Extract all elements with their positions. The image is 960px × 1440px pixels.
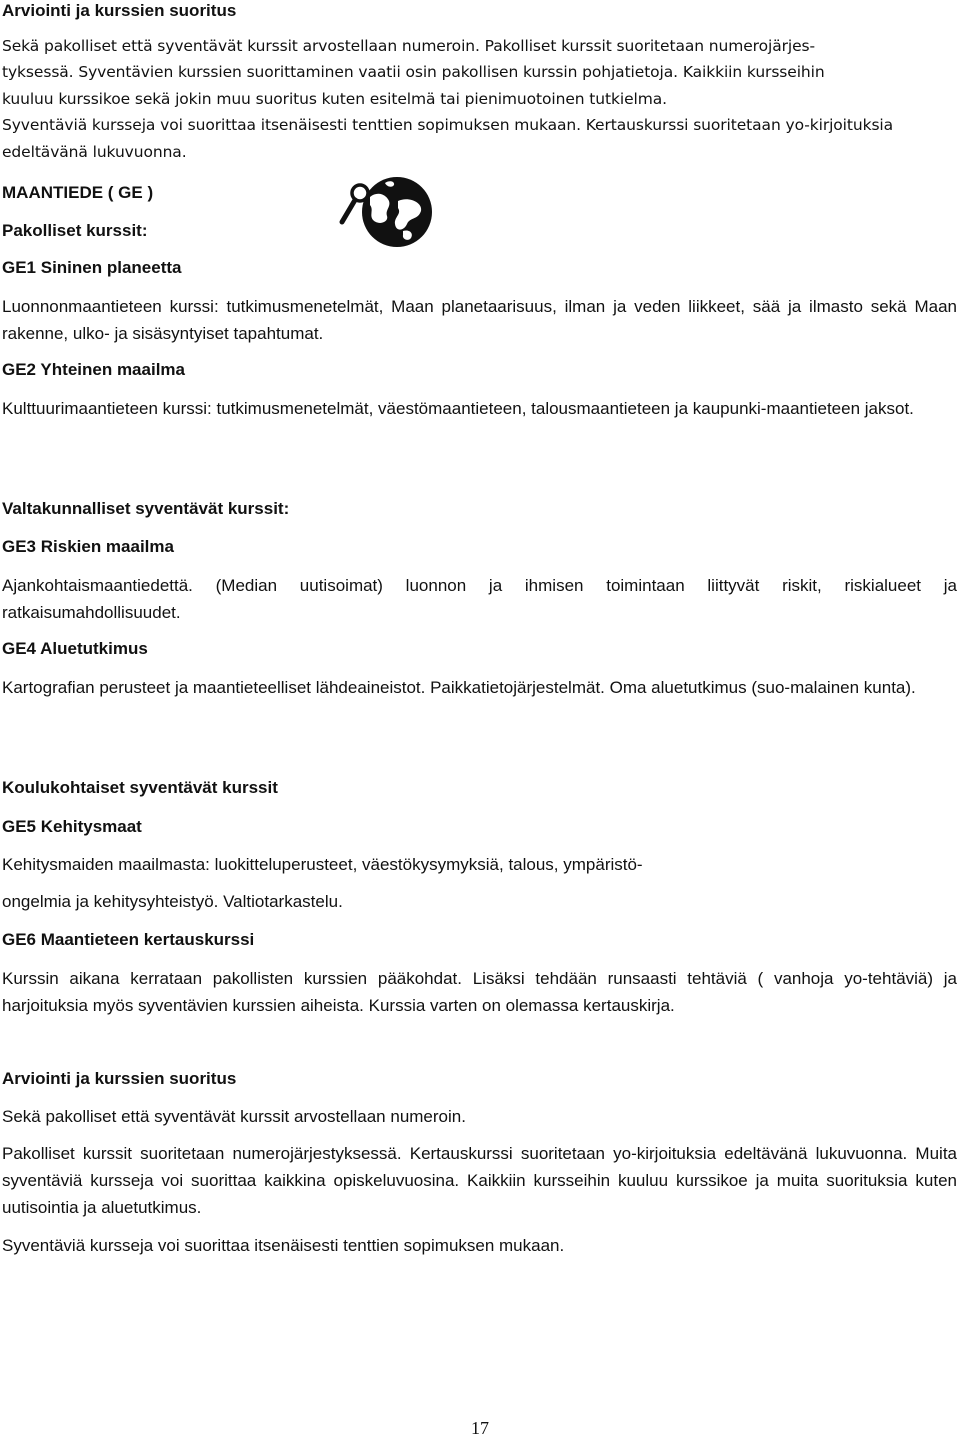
bottom-heading: Arviointi ja kurssien suoritus	[2, 1069, 237, 1088]
ge4-title: GE4 Aluetutkimus	[2, 639, 148, 658]
ge1-title: GE1 Sininen planeetta	[2, 258, 182, 277]
ge6-text: Kurssin aikana kerrataan pakollisten kurssien pääkohdat. Lisäksi tehdään runsaasti tehtäviä ( vanhoja yo-tehtäviä) ja harjoituksia myös syventävien kurssien aiheista. Kurssia varten on olemassa kertauskirja.	[2, 969, 957, 1015]
ge4-text: Kartografian perusteet ja maantieteelliset lähdeaineistot. Paikkatietojärjestelmät. Oma aluetutkimus (suo-malainen kunta).	[2, 678, 916, 697]
bottom-paragraph: Pakolliset kurssit suoritetaan numerojärjestyksessä. Kertauskurssi suoritetaan yo-kirjoituksia edeltävänä lukuvuonna. Muita syventäviä kursseja voi suorittaa kaikkina opiskeluvuosina. Kaikkiin kursseihin kuuluu kurssikoe ja muita suorituksia kuten uutisointia ja aluetutkimus.	[2, 1144, 957, 1217]
ge5-text-line-1: Kehitysmaiden maailmasta: luokitteluperusteet, väestökysymyksiä, talous, ympäristö-	[2, 855, 643, 874]
ge1-text: Luonnonmaantieteen kurssi: tutkimusmenetelmät, Maan planetaarisuus, ilman ja veden liikkeet, sää ja ilmasto sekä Maan rakenne, ulko- ja sisäsyntyiset tapahtumat.	[2, 297, 957, 343]
bottom-text-line-1: Sekä pakolliset että syventävät kurssit arvostellaan numeroin.	[2, 1107, 466, 1126]
intro-line-2: tyksessä. Syventävien kurssien suorittaminen vaatii osin pakollisen kurssin pohjatietoja. Kaikkiin kursseihin	[2, 63, 825, 82]
ge2-text: Kulttuurimaantieteen kurssi: tutkimusmenetelmät, väestömaantieteen, talousmaantieteen ja kaupunki-maantieteen jaksot.	[2, 399, 914, 418]
subject-title: MAANTIEDE ( GE )	[2, 183, 154, 202]
ge3-title: GE3 Riskien maailma	[2, 537, 174, 556]
ge5-title: GE5 Kehitysmaat	[2, 817, 142, 836]
national-heading: Valtakunnalliset syventävät kurssit:	[2, 499, 290, 518]
ge2-title: GE2 Yhteinen maailma	[2, 360, 185, 379]
intro-paragraph	[2, 33, 957, 165]
ge6-title: GE6 Maantieteen kertauskurssi	[2, 930, 255, 949]
intro-line-1: Sekä pakolliset että syventävät kurssit arvostellaan numeroin. Pakolliset kurssit suoritetaan numerojärjes-	[2, 37, 815, 55]
globe-with-magnifier-icon	[330, 177, 440, 249]
ge3-text: Ajankohtaismaantiedettä. (Median uutisoimat) luonnon ja ihmisen toimintaan liittyvät riskit, riskialueet ja ratkaisumahdollisuudet.	[2, 576, 957, 622]
top-heading: Arviointi ja kurssien suoritus	[2, 1, 237, 20]
ge5-text-line-2: ongelmia ja kehitysyhteistyö. Valtiotarkastelu.	[2, 892, 343, 911]
page-number: 17	[471, 1418, 489, 1438]
compulsory-heading: Pakolliset kurssit:	[2, 221, 148, 240]
bottom-last-line: Syventäviä kursseja voi suorittaa itsenäisesti tenttien sopimuksen mukaan.	[2, 1236, 565, 1255]
intro-line-3: kuuluu kurssikoe sekä jokin muu suoritus kuten esitelmä tai pienimuotoinen tutkielma.	[2, 89, 667, 108]
school-heading: Koulukohtaiset syventävät kurssit	[2, 778, 278, 797]
intro-line-4: Syventäviä kursseja voi suorittaa itsenäisesti tenttien sopimuksen mukaan. Kertauskurssi suoritetaan yo-kirjoituksia edeltävänä lukuvuonna.	[2, 116, 894, 161]
